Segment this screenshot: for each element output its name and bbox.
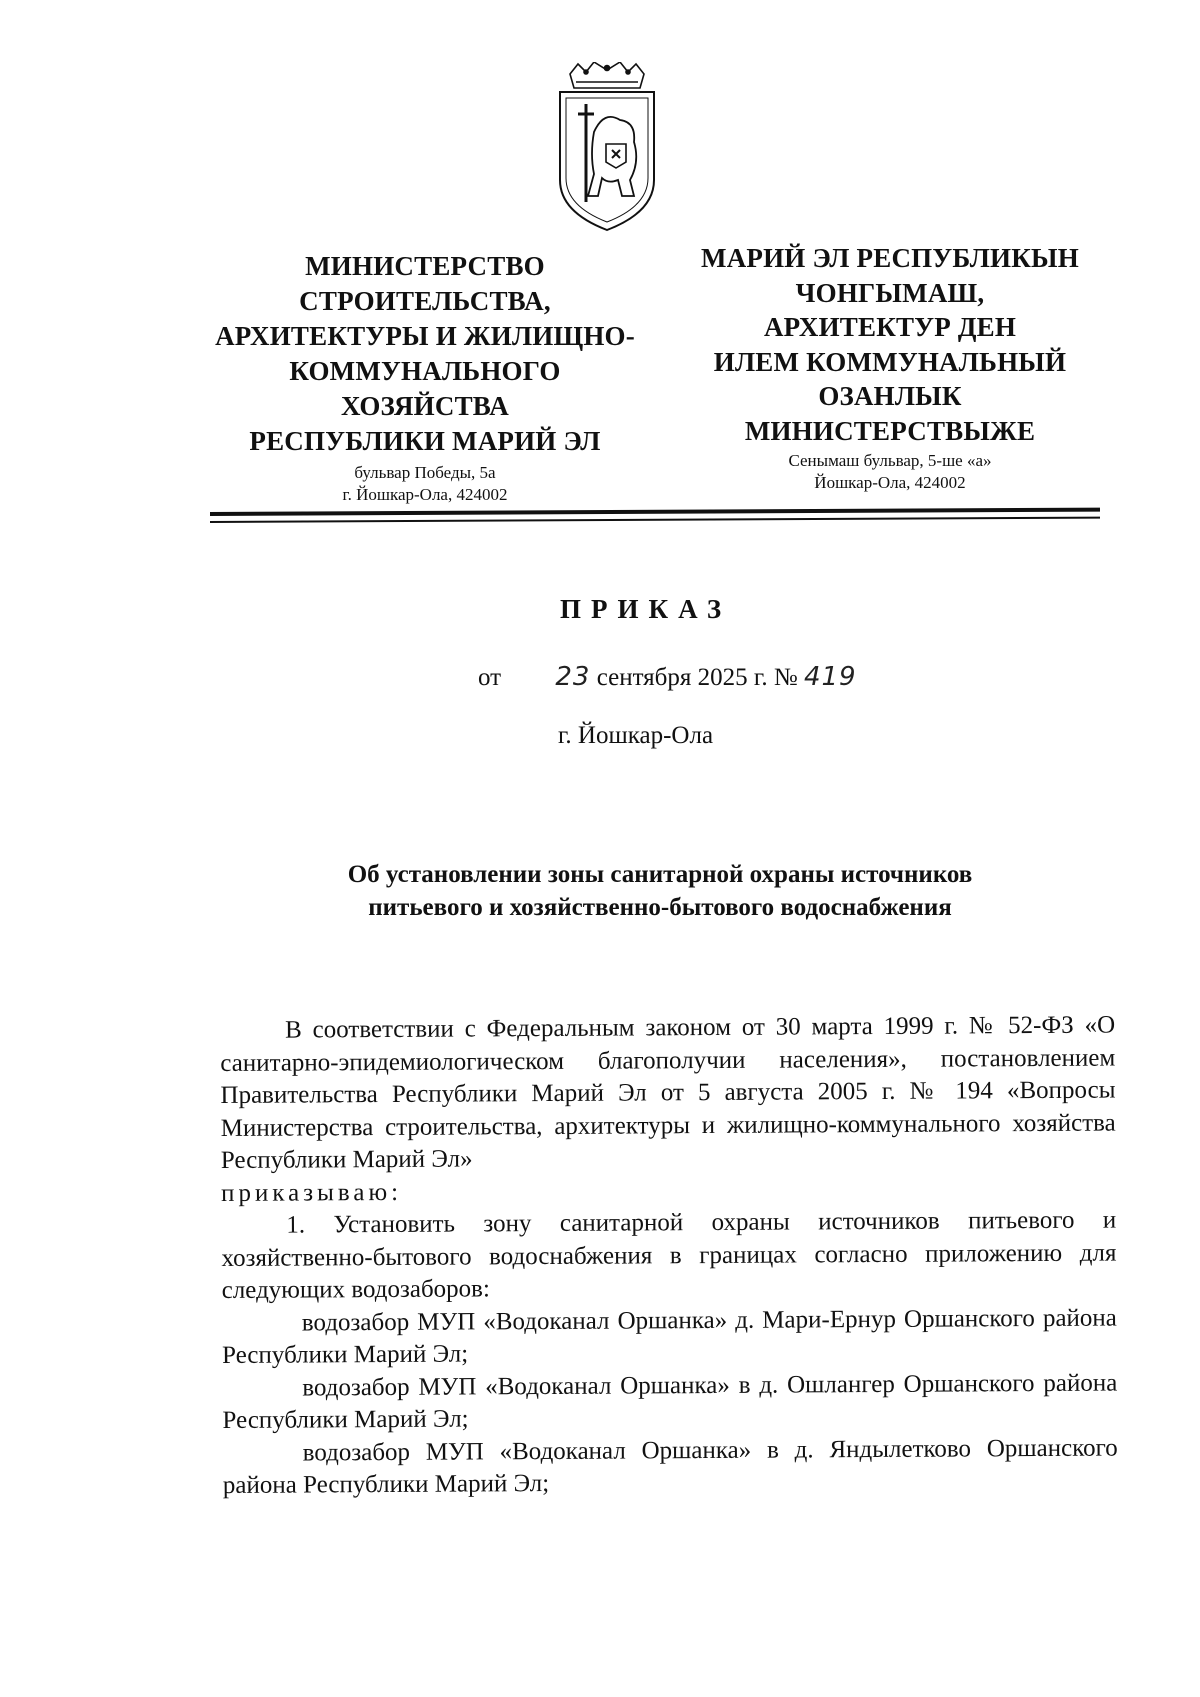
org-line: АРХИТЕКТУР ДЕН [763,312,1017,342]
ministry-name-mari [670,241,1110,448]
preamble-paragraph: В соответствии с Федеральным законом от 30 марта 1999 г. № 52-ФЗ «О санитарно-эпидемиологическом благополучии населения», постановлением Правительства Республики Марий Эл от 5 августа 2005 г. № 194 «Вопросы Министерства строительства, архитектуры и жилищно-коммунального хозяйства Республики Марий Эл» [220,1011,1116,1174]
subject-line: питьевого и хозяйственно-бытового водоснабжения [368,894,952,921]
handwritten-day: 23 [555,662,591,692]
address-russian [300,462,550,506]
order-date-number [478,662,857,692]
org-line: МИНИСТЕРСТВО [305,251,545,281]
address-mari [740,450,1040,494]
coat-of-arms-emblem [556,62,658,232]
subject-line: Об установлении зоны санитарной охраны источников [347,861,973,888]
org-line: РЕСПУБЛИКИ МАРИЙ ЭЛ [249,426,601,456]
org-line: АРХИТЕКТУРЫ И ЖИЛИЩНО- [215,321,635,351]
org-line: МИНИСТЕРСТВЫЖЕ [744,415,1036,446]
address-line: Йошкар-Ола, 424002 [814,473,966,492]
order-subject [280,858,1040,924]
org-line: ЧОНГЫМАШ, [795,277,985,308]
from-label: от [478,664,502,691]
ministry-name-russian [195,249,655,459]
address-line: Сенымаш бульвар, 5-ше «а» [788,451,992,470]
document-type-title: ПРИКАЗ [560,594,732,624]
handwritten-number: 419 [803,662,857,692]
address-line: бульвар Победы, 5а [354,463,496,482]
address-line: г. Йошкар-Ола, 424002 [342,485,508,504]
date-text: сентября 2025 г. № [596,664,798,691]
order-word: приказываю: [221,1178,403,1207]
header-divider-thick [210,508,1100,516]
org-line: СТРОИТЕЛЬСТВА, [299,286,551,316]
org-line: МАРИЙ ЭЛ РЕСПУБЛИКЫН [701,243,1079,273]
intake-paragraph: водозабор МУП «Водоканал Оршанка» в д. Ошлангер Оршанского района Республики Марий Эл; [222,1369,1118,1434]
org-line: ИЛЕМ КОММУНАЛЬНЫЙ [713,346,1067,377]
org-line: КОММУНАЛЬНОГО [289,356,561,386]
order-city: г. Йошкар-Ола [558,722,714,749]
org-line: ОЗАНЛЫК [818,381,962,411]
header-divider-thin [210,517,1100,523]
org-line: ХОЗЯЙСТВА [341,391,509,421]
order-body [220,1010,1118,1503]
intake-paragraph: водозабор МУП «Водоканал Оршанка» д. Мари-Ернур Оршанского района Республики Марий Эл; [221,1304,1117,1369]
intake-paragraph: водозабор МУП «Водоканал Оршанка» в д. Яндылетково Оршанского района Республики Марий Эл; [222,1434,1118,1499]
item-1-paragraph: 1. Установить зону санитарной охраны источников питьевого и хозяйственно-бытового водоснабжения в границах согласно приложению для следующих водозаборов: [221,1206,1117,1304]
